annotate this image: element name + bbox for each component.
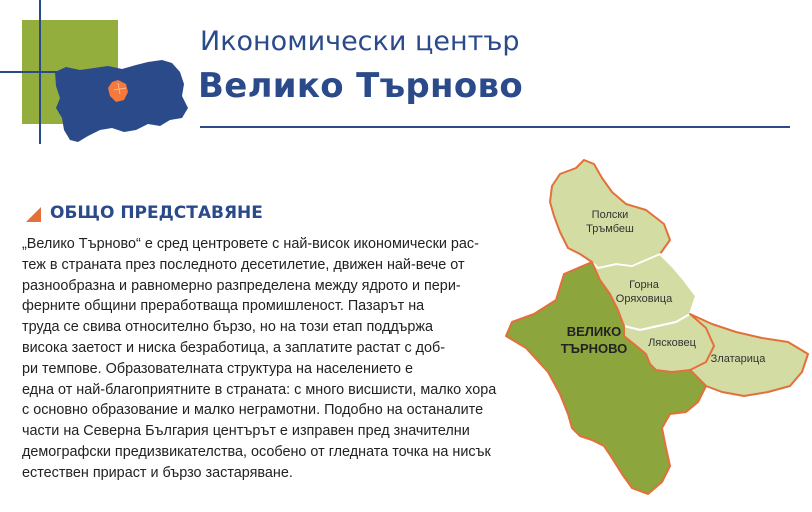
section-heading: ОБЩО ПРЕДСТАВЯНЕ xyxy=(50,203,263,223)
map-label-veliko-tarnovo: ВЕЛИКО xyxy=(566,324,622,339)
body-line: „Велико Търново“ е сред центровете с най-висок икономически рас- xyxy=(22,236,479,252)
region-map xyxy=(500,150,812,512)
map-label-veliko-tarnovo-2: ТЪРНОВО xyxy=(560,341,628,356)
body-line: теж в страната през последното десетилетие, движен най-вече от xyxy=(22,256,465,273)
body-line: ри темпове. Образователната структура на населението е xyxy=(22,360,413,377)
map-label-zlataritsa: Златарица xyxy=(710,353,766,365)
body-line: части на Северна България центърът е изправен пред значителни xyxy=(22,423,470,440)
body-line: демографски предизвикателства, особено от гледната точка на нисък xyxy=(22,443,491,460)
map-label-gorna-oryahovitsa: Горна xyxy=(629,279,659,291)
page-subtitle: Икономически център xyxy=(200,26,520,57)
map-label-gorna-oryahovitsa-2: Оряховица xyxy=(615,293,673,305)
title-divider xyxy=(200,126,790,128)
body-line: висока заетост и ниска безработица, а заплатите растат с доб- xyxy=(22,339,446,356)
header-illustration xyxy=(0,0,200,160)
map-label-polski-trambesh-2: Тръмбеш xyxy=(586,223,634,235)
triangle-bullet-icon xyxy=(26,207,41,222)
page-title: Велико Търново xyxy=(198,66,523,106)
bulgaria-map-icon xyxy=(55,60,188,142)
map-label-lyaskovets: Лясковец xyxy=(648,337,696,349)
body-line: труда се свива относително бързо, но на този етап поддържа xyxy=(22,319,434,336)
map-label-polski-trambesh: Полски xyxy=(591,209,629,221)
body-line: ферните общини преработваща промишленост. Пазарът на xyxy=(22,298,425,315)
body-line: разнообразна и равномерно разпределена между ядрото и пери- xyxy=(22,277,461,294)
body-paragraph xyxy=(22,234,562,484)
body-line: една от най-благоприятните в страната: с много висшисти, малко хора xyxy=(22,381,497,398)
body-line: с основно образование и малко неграмотни. Подобно на останалите xyxy=(22,402,484,419)
body-line: естествен прираст и бързо застаряване. xyxy=(22,464,293,481)
